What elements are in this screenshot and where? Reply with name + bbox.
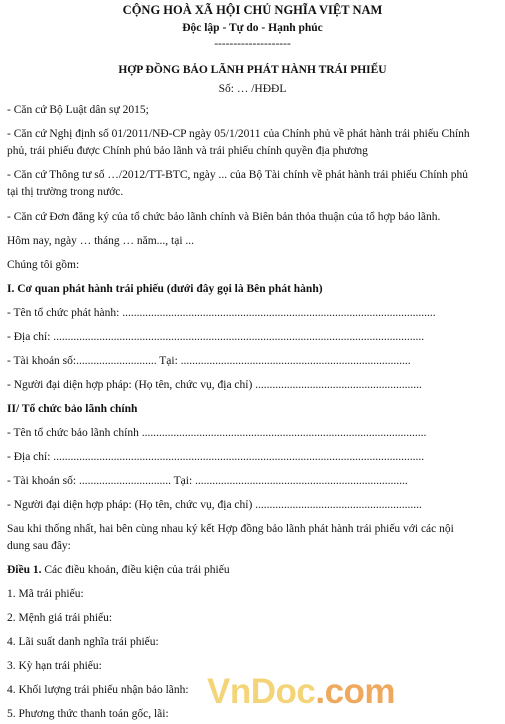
section-1-heading: I. Cơ quan phát hành trái phiếu (dưới đây gọi là Bên phát hành) <box>7 283 323 295</box>
parties-intro: Chúng tôi gồm: <box>7 259 80 271</box>
legal-basis-line: - Căn cứ Thông tư số …/2012/TT-BTC, ngày ... của Bộ Tài chính về phát hành trái phiếu Chính phủ <box>7 169 469 181</box>
legal-basis-line: - Căn cứ Bộ Luật dân sự 2015; <box>7 104 149 116</box>
document-number: Số: … /HĐĐL <box>218 83 287 95</box>
form-field-line: - Tên tổ chức bảo lãnh chính ................................................................................................... <box>7 427 427 439</box>
header-separator: -------------------- <box>214 38 291 50</box>
article-1-heading <box>7 564 230 577</box>
document-title: HỢP ĐỒNG BẢO LÃNH PHÁT HÀNH TRÁI PHIẾU <box>118 64 387 76</box>
legal-basis-line: phủ, trái phiếu được Chính phủ bảo lãnh và trái phiếu chính quyền địa phương <box>7 145 368 157</box>
agreement-text: Sau khi thống nhất, hai bên cùng nhau ký kết Hợp đồng bảo lãnh phát hành trái phiếu với các nội <box>7 523 454 535</box>
legal-basis-line: - Căn cứ Đơn đăng ký của tổ chức bảo lãnh chính và Biên bản thỏa thuận của tổ hợp bảo lãnh. <box>7 211 441 223</box>
date-line: Hôm nay, ngày … tháng … năm..., tại ... <box>7 235 195 247</box>
legal-basis-line: tại thị trường trong nước. <box>7 186 124 198</box>
form-field-line: - Tài khoản số:............................ Tại: ................................................................................ <box>7 355 411 367</box>
article-1-title: Các điều khoản, điều kiện của trái phiếu <box>41 564 230 576</box>
section-2-heading: II/ Tổ chức bảo lãnh chính <box>7 403 138 415</box>
article-item: 4. Khối lượng trái phiếu nhận bảo lãnh: <box>7 684 189 696</box>
form-field-line: - Người đại diện hợp pháp: (Họ tên, chức vụ, địa chỉ) .......................................................... <box>7 499 422 511</box>
article-1-label: Điều 1. <box>7 564 42 576</box>
form-field-line: - Người đại diện hợp pháp: (Họ tên, chức vụ, địa chỉ) .......................................................... <box>7 379 422 391</box>
article-item: 5. Phương thức thanh toán gốc, lãi: <box>7 708 169 720</box>
legal-basis-line: - Căn cứ Nghị định số 01/2011/NĐ-CP ngày 05/1/2011 của Chính phủ về phát hành trái phiếu Chính <box>7 128 470 140</box>
article-item: 4. Lãi suất danh nghĩa trái phiếu: <box>7 636 159 648</box>
form-field-line: - Tên tổ chức phát hành: ............................................................................................................. <box>7 307 436 319</box>
article-item: 1. Mã trái phiếu: <box>7 588 84 600</box>
agreement-text: dung sau đây: <box>7 540 71 552</box>
national-header: CỘNG HOÀ XÃ HỘI CHỦ NGHĨA VIỆT NAM <box>122 3 383 17</box>
national-motto: Độc lập - Tự do - Hạnh phúc <box>182 22 323 34</box>
form-field-line: - Địa chỉ: ................................................................................................................................. <box>7 331 425 343</box>
form-field-line: - Địa chỉ: ................................................................................................................................. <box>7 451 425 463</box>
vndoc-watermark-logo: VnDoc.com <box>207 672 396 711</box>
article-item: 3. Kỳ hạn trái phiếu: <box>7 660 102 672</box>
form-field-line: - Tài khoản số: ................................ Tại: .......................................................................... <box>7 475 408 487</box>
article-item: 2. Mệnh giá trái phiếu: <box>7 612 113 624</box>
